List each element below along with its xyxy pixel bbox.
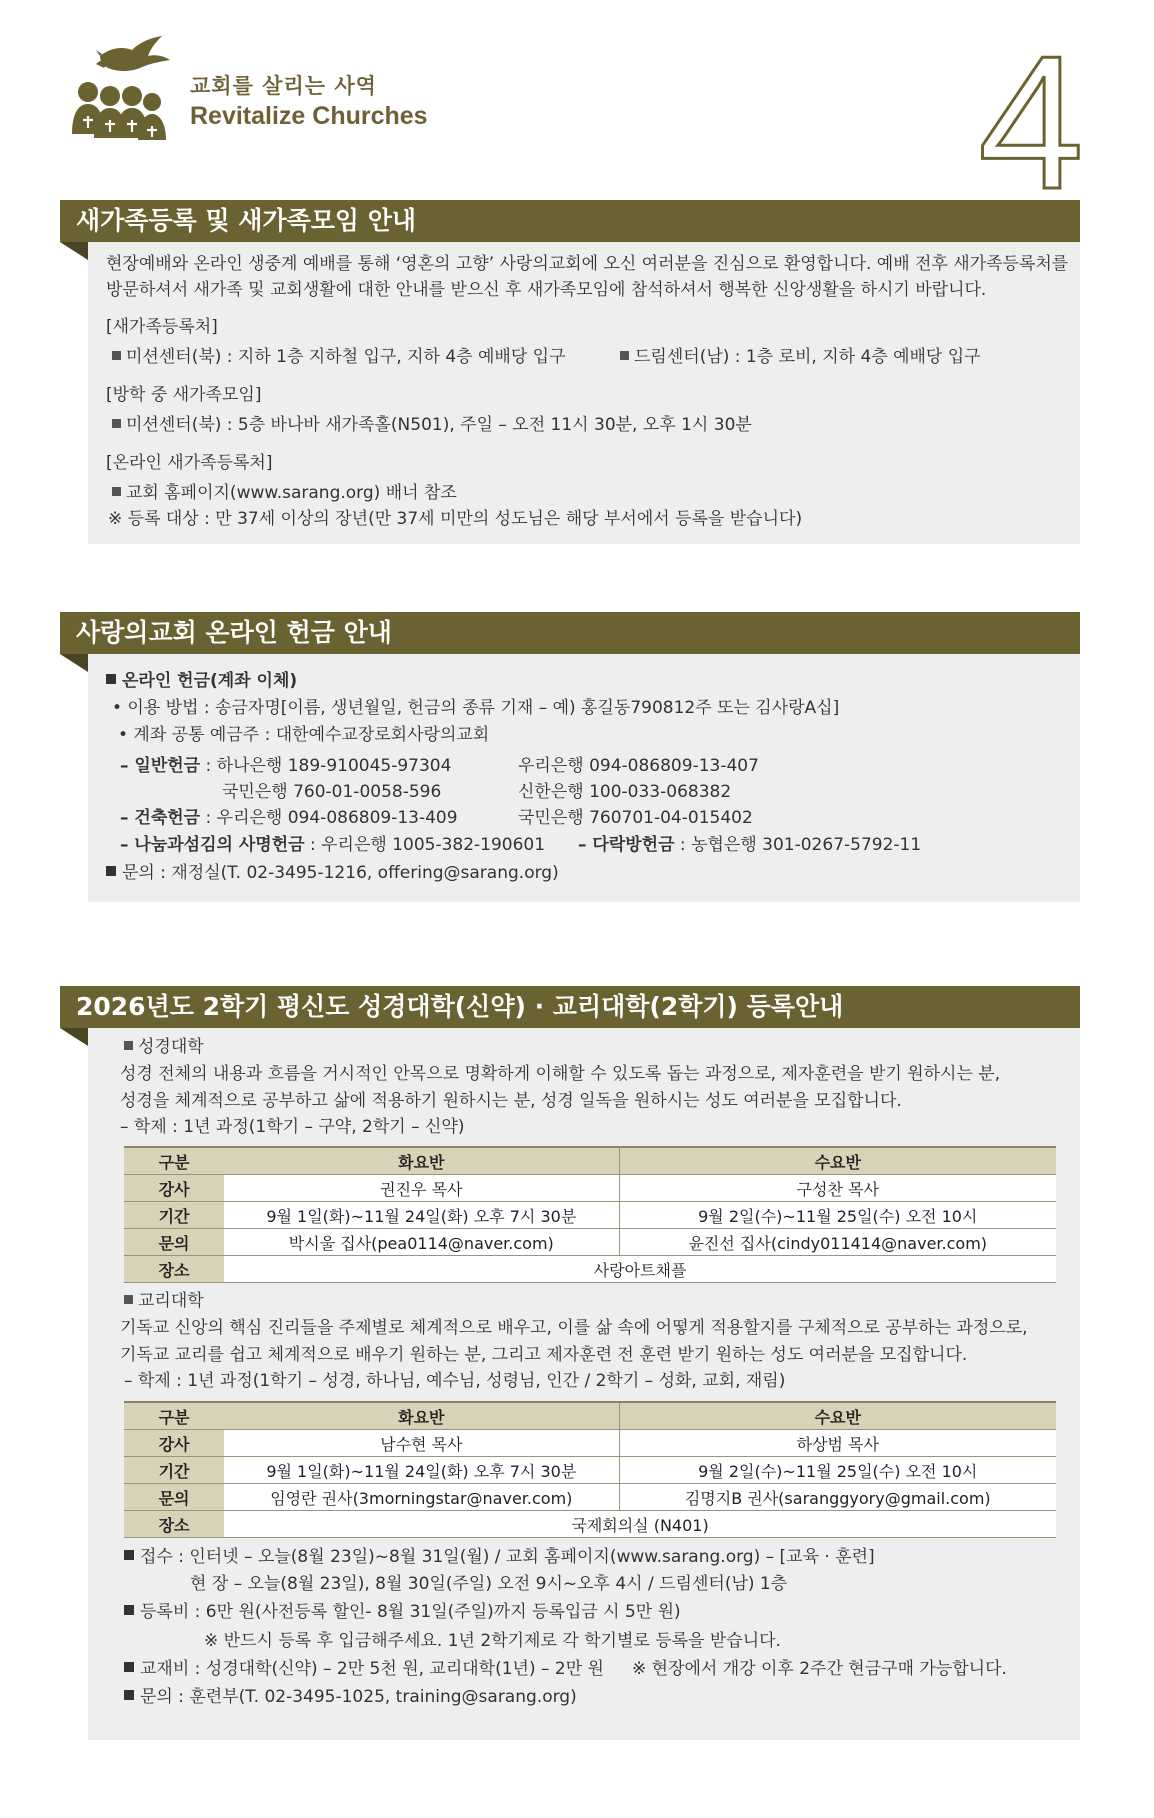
offering-account-holder: • 계좌 공통 예금주 : 대한예수교장로회사랑의교회 (118, 725, 490, 745)
table-header-category: 구분 (124, 1147, 224, 1175)
table-row: 장소 사랑아트채플 (124, 1256, 1056, 1283)
table-header-tuesday: 화요반 (224, 1147, 619, 1175)
registration-desk-north: 미션센터(북) : 지하 1층 지하철 입구, 지하 4층 예배당 입구 (112, 346, 566, 368)
offering-method: • 이용 방법 : 송금자명[이름, 생년월일, 헌금의 종류 기재 – 예) 홍길동790812주 또는 김사랑A십] (112, 698, 840, 718)
building-offering-row: – 건축헌금 : 우리은행 094-086809-13-409 (120, 808, 458, 828)
section-banner-online-offering: 사랑의교회 온라인 헌금 안내 (60, 612, 1080, 654)
doctrine-college-table (124, 1401, 1056, 1538)
bullet-square-icon (106, 674, 116, 684)
bullet-square-icon (112, 351, 121, 360)
offering-contact: 문의 : 재정실(T. 02-3495-1216, offering@sarang.org) (106, 862, 559, 884)
new-family-intro-line2: 방문하셔서 새가족 및 교회생활에 대한 안내를 받으신 후 새가족모임에 참석하셔서 행복한 신앙생활을 하시기 바랍니다. (106, 280, 987, 300)
table-row: 기간 9월 1일(화)~11월 24일(화) 오후 7시 30분 9월 2일(수)~11월 25일(수) 오전 10시 (124, 1202, 1056, 1229)
building-offering-kookmin: 국민은행 760701-04-015402 (518, 808, 753, 828)
table-row: 문의 박시울 집사(pea0114@naver.com) 윤진선 집사(cindy011414@naver.com) (124, 1229, 1056, 1256)
bullet-square-icon (124, 1041, 133, 1050)
header-title-english: Revitalize Churches (190, 102, 428, 130)
training-contact: 문의 : 훈련부(T. 02-3495-1025, training@sarang.org) (124, 1686, 577, 1708)
bullet-square-icon (112, 487, 121, 496)
section-number (975, 38, 1087, 198)
bible-college-desc1: 성경 전체의 내용과 흐름을 거시적인 안목으로 명확하게 이해할 수 있도록 돕는 과정으로, 제자훈련을 받기 원하시는 분, (120, 1064, 1001, 1084)
table-row: 장소 국제회의실 (N401) (124, 1511, 1056, 1538)
online-offering-heading: 온라인 헌금(계좌 이체) (106, 670, 297, 692)
vacation-meeting-heading: [방학 중 새가족모임] (106, 385, 262, 405)
bullet-square-icon (106, 866, 116, 876)
bible-college-desc2: 성경을 체계적으로 공부하고 삶에 적용하기 원하시는 분, 성경 일독을 원하시는 성도 여러분을 모집합니다. (120, 1091, 902, 1111)
bullet-square-icon (112, 419, 121, 428)
darak-offering-row: – 다락방헌금 : 농협은행 301-0267-5792-11 (578, 835, 922, 855)
table-header-tuesday: 화요반 (224, 1402, 619, 1430)
doctrine-college-heading: 교리대학 (124, 1290, 204, 1312)
banner-fold (60, 1028, 88, 1046)
online-registration-item: 교회 홈페이지(www.sarang.org) 배너 참조 (112, 482, 457, 504)
bible-college-term: – 학제 : 1년 과정(1학기 – 구약, 2학기 – 신약) (120, 1117, 465, 1137)
material-fee-note: ※ 현장에서 개강 이후 2주간 현금구매 가능합니다. (632, 1659, 1007, 1679)
registration-desk-heading: [새가족등록처] (106, 317, 218, 337)
table-header-wednesday: 수요반 (619, 1402, 1056, 1430)
table-row: 기간 9월 1일(화)~11월 24일(화) 오후 7시 30분 9월 2일(수)~11월 25일(수) 오전 10시 (124, 1457, 1056, 1484)
general-offering-shinhan: 신한은행 100-033-068382 (518, 782, 732, 802)
bible-college-heading: 성경대학 (124, 1036, 204, 1058)
header-title-korean: 교회를 살리는 사역 (190, 74, 377, 98)
general-offering-woori: 우리은행 094-086809-13-407 (518, 756, 759, 776)
bullet-square-icon (124, 1295, 133, 1304)
bullet-square-icon (124, 1550, 134, 1560)
doctrine-college-desc2: 기독교 교리를 쉽고 체계적으로 배우기 원하는 분, 그리고 제자훈련 전 훈련 받기 원하는 성도 여러분을 모집합니다. (120, 1345, 968, 1365)
registration-desk-south: 드림센터(남) : 1층 로비, 지하 4층 예배당 입구 (620, 346, 981, 368)
reception-onsite: 현 장 – 오늘(8월 23일), 8월 30일(주일) 오전 9시~오후 4시 / 드림센터(남) 1층 (190, 1574, 788, 1594)
general-offering-row1: – 일반헌금 : 하나은행 189-910045-97304 (120, 756, 452, 776)
section-banner-bible-college: 2026년도 2학기 평신도 성경대학(신약) · 교리대학(2학기) 등록안내 (60, 986, 1080, 1028)
reception-internet: 접수 : 인터넷 – 오늘(8월 23일)~8월 31일(월) / 교회 홈페이지(www.sarang.org) – [교육 · 훈련] (124, 1546, 875, 1568)
sharing-offering-row: – 나눔과섬김의 사명헌금 : 우리은행 1005-382-190601 (120, 835, 546, 855)
table-header-category: 구분 (124, 1402, 224, 1430)
new-family-intro-line1: 현장예배와 온라인 생중계 예배를 통해 ‘영혼의 고향’ 사랑의교회에 오신 여러분을 진심으로 환영합니다. 예배 전후 새가족등록처를 (106, 254, 1069, 274)
doctrine-college-desc1: 기독교 신앙의 핵심 진리들을 주제별로 체계적으로 배우고, 이를 삶 속에 어떻게 적용할지를 구체적으로 공부하는 과정으로, (120, 1318, 1028, 1338)
church-logo-icon (70, 34, 180, 144)
bullet-square-icon (124, 1690, 134, 1700)
svg-text:4: 4 (978, 38, 1084, 198)
table-header-wednesday: 수요반 (619, 1147, 1056, 1175)
banner-fold (60, 654, 88, 672)
banner-fold (60, 242, 88, 260)
online-registration-heading: [온라인 새가족등록처] (106, 453, 273, 473)
registration-fee: 등록비 : 6만 원(사전등록 할인- 8월 31일(주일)까지 등록입금 시 5만 원) (124, 1601, 681, 1623)
table-row: 강사 권진우 목사 구성찬 목사 (124, 1175, 1056, 1202)
bullet-square-icon (124, 1605, 134, 1615)
table-row: 강사 남수현 목사 하상범 목사 (124, 1430, 1056, 1457)
registration-target-note: ※ 등록 대상 : 만 37세 이상의 장년(만 37세 미만의 성도님은 해당 부서에서 등록을 받습니다) (108, 509, 803, 529)
doctrine-college-term: – 학제 : 1년 과정(1학기 – 성경, 하나님, 예수님, 성령님, 인간 / 2학기 – 성화, 교회, 재림) (124, 1371, 786, 1391)
registration-fee-note: ※ 반드시 등록 후 입금해주세요. 1년 2학기제로 각 학기별로 등록을 받습니다. (204, 1631, 781, 1651)
bullet-square-icon (124, 1662, 134, 1672)
bible-college-table (124, 1146, 1056, 1283)
bullet-square-icon (620, 351, 629, 360)
material-fee: 교재비 : 성경대학(신약) – 2만 5천 원, 교리대학(1년) – 2만 원 (124, 1658, 604, 1680)
vacation-meeting-item: 미션센터(북) : 5층 바나바 새가족홀(N501), 주일 – 오전 11시 30분, 오후 1시 30분 (112, 414, 752, 436)
table-row: 문의 임영란 권사(3morningstar@naver.com) 김명지B 권사(saranggyory@gmail.com) (124, 1484, 1056, 1511)
section-banner-new-family: 새가족등록 및 새가족모임 안내 (60, 200, 1080, 242)
general-offering-kookmin: 국민은행 760-01-0058-596 (222, 782, 442, 802)
